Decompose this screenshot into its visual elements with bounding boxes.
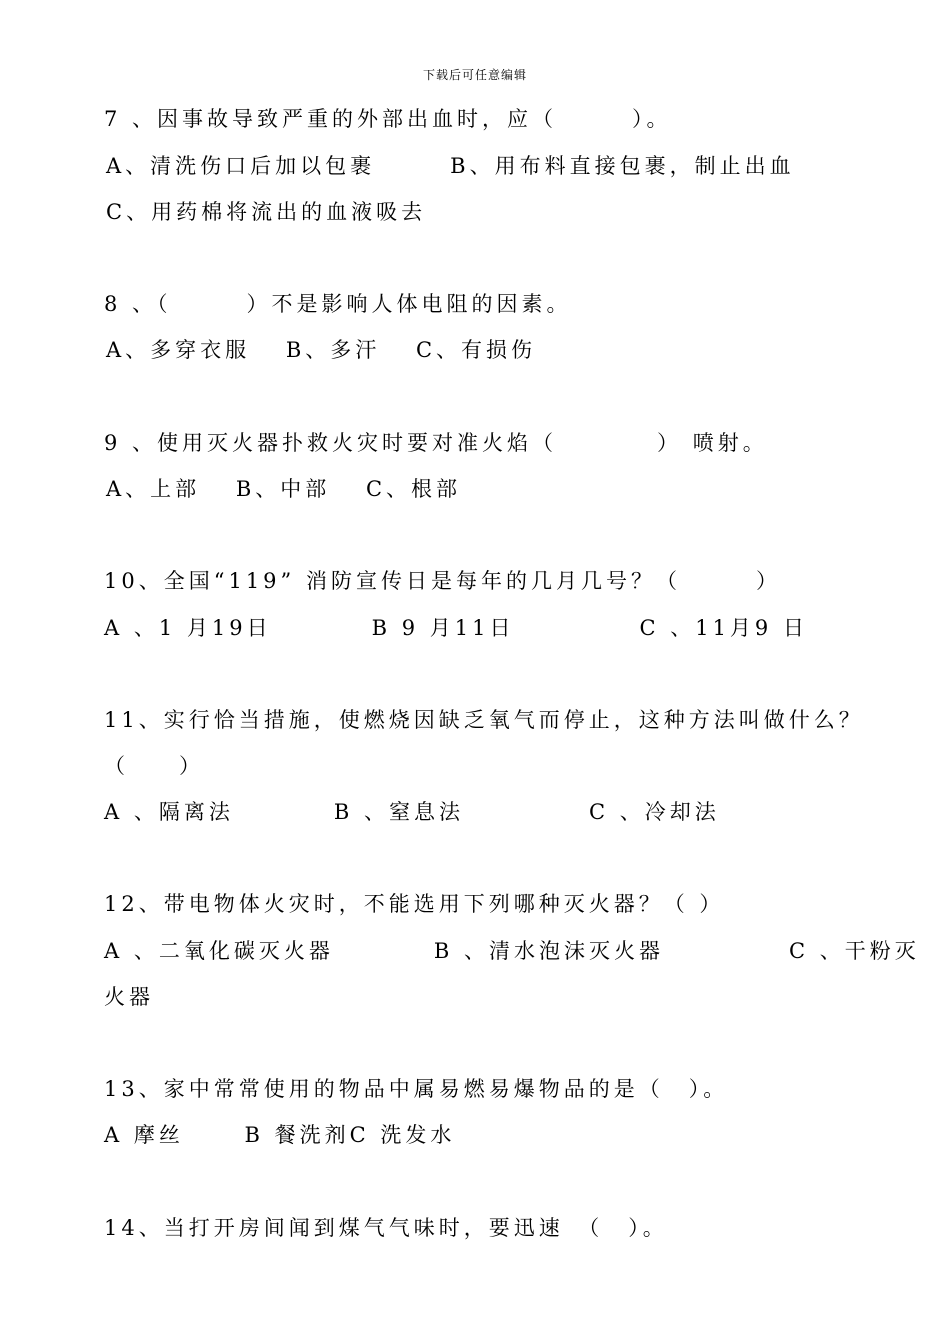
question-9-options: A、上部 B、中部 C、根部 (106, 477, 462, 501)
question-13-options: A 摩丝 B 餐洗剂C 洗发水 (104, 1123, 456, 1147)
question-12-options-cont: 火器 (104, 985, 154, 1009)
question-10-options: A 、1 月19日 B 9 月11日 C 、11月9 日 (104, 616, 808, 640)
question-10: 10、全国“119” 消防宣传日是每年的几月几号？（ ） (104, 569, 781, 593)
question-13: 13、家中常常使用的物品中属易燃易爆物品的是（ ）。 (104, 1077, 729, 1101)
question-11-blank: （ ） (104, 754, 204, 778)
question-11: 11、实行恰当措施，使燃烧因缺乏氧气而停止，这种方法叫做什么？ (104, 708, 864, 732)
page-header: 下载后可任意编辑 (422, 68, 527, 82)
question-12-options: A 、二氧化碳灭火器 B 、清水泡沫灭火器 C 、干粉灭 (104, 939, 920, 963)
question-7-option-c: C、用药棉将流出的血液吸去 (106, 200, 427, 224)
question-7-options-ab: A、清洗伤口后加以包裹 B、用布料直接包裹，制止出血 (106, 154, 795, 178)
question-14: 14、当打开房间闻到煤气气味时，要迅速 （ ）。 (104, 1216, 668, 1240)
question-9: 9 、使用灭火器扑救火灾时要对准火焰（ ） 喷射。 (104, 431, 768, 455)
question-12: 12、带电物体火灾时，不能选用下列哪种灭火器？（ ） (104, 892, 725, 916)
question-8-options: A、多穿衣服 B、多汗 C、有损伤 (106, 338, 537, 362)
question-7: 7 、因事故导致严重的外部出血时，应（ ）。 (104, 107, 672, 131)
question-11-options: A 、隔离法 B 、窒息法 C 、冷却法 (104, 800, 720, 824)
question-8: 8 、（ ）不是影响人体电阻的因素。 (104, 292, 572, 316)
